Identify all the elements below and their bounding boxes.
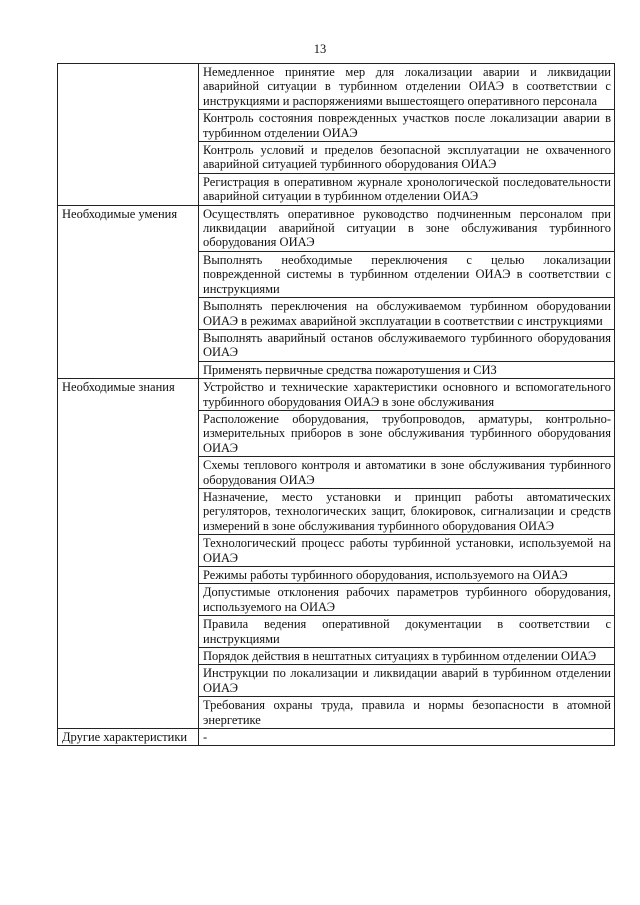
skills-label: Необходимые умения <box>58 205 199 251</box>
knowledge-item: Назначение, место установки и принцип работы автоматических регуляторов, технологических защит, блокировок, сигнализации и средств измерений в зоне обслуживания турбинного оборудования ОИАЭ <box>199 488 615 534</box>
skill-item: Осуществлять оперативное руководство подчиненным персоналом при ликвидации аварийной ситуации в зоне обслуживания турбинного оборудования ОИАЭ <box>199 205 615 251</box>
knowledge-item: Порядок действия в нештатных ситуациях в турбинном отделении ОИАЭ <box>199 648 615 665</box>
row-label-empty <box>58 488 199 534</box>
row-label-empty <box>58 665 199 697</box>
knowledge-item: Расположение оборудования, трубопроводов, арматуры, контрольно-измерительных приборов в зоне обслуживания турбинного оборудования ОИАЭ <box>199 410 615 456</box>
action-item: Немедленное принятие мер для локализации аварии и ликвидации аварийной ситуации в турбинном отделении ОИАЭ в соответствии с инструкциями и распоряжениями вышестоящего оперативного персонала <box>199 64 615 110</box>
table-row <box>58 648 615 665</box>
table-row <box>58 205 615 251</box>
other-label: Другие характеристики <box>58 729 199 746</box>
table-row <box>58 298 615 330</box>
table-row <box>58 535 615 567</box>
table-row <box>58 361 615 378</box>
table-row <box>58 142 615 174</box>
action-item: Контроль условий и пределов безопасной эксплуатации не охваченного аварийной ситуацией турбинного оборудования ОИАЭ <box>199 142 615 174</box>
knowledge-item: Правила ведения оперативной документации в соответствии с инструкциями <box>199 616 615 648</box>
row-label-empty <box>58 535 199 567</box>
row-label-empty <box>58 648 199 665</box>
action-item: Контроль состояния поврежденных участков после локализации аварии в турбинном отделении ОИАЭ <box>199 110 615 142</box>
knowledge-item: Режимы работы турбинного оборудования, используемого на ОИАЭ <box>199 567 615 584</box>
row-label-empty <box>58 142 199 174</box>
row-label-empty <box>58 567 199 584</box>
knowledge-item: Допустимые отклонения рабочих параметров турбинного оборудования, используемого на ОИАЭ <box>199 584 615 616</box>
table-row <box>58 110 615 142</box>
row-label-empty <box>58 457 199 489</box>
row-label-empty <box>58 64 199 110</box>
row-label-empty <box>58 329 199 361</box>
row-label-empty <box>58 584 199 616</box>
table-row <box>58 410 615 456</box>
skill-item: Выполнять необходимые переключения с целью локализации поврежденной системы в турбинном отделении ОИАЭ в соответствии с инструкциями <box>199 251 615 297</box>
skill-item: Выполнять переключения на обслуживаемом турбинном оборудовании ОИАЭ в режимах аварийной эксплуатации в соответствии с инструкциями <box>199 298 615 330</box>
row-label-empty <box>58 110 199 142</box>
knowledge-item: Устройство и технические характеристики основного и вспомогательного турбинного оборудования ОИАЭ в зоне обслуживания <box>199 379 615 411</box>
knowledge-item: Требования охраны труда, правила и нормы безопасности в атомной энергетике <box>199 697 615 729</box>
table-row <box>58 379 615 411</box>
row-label-empty <box>58 697 199 729</box>
competency-table <box>57 63 615 746</box>
row-label-empty <box>58 361 199 378</box>
row-label-empty <box>58 616 199 648</box>
table-row <box>58 729 615 746</box>
table-row <box>58 567 615 584</box>
table-row <box>58 488 615 534</box>
table-row <box>58 584 615 616</box>
table-row <box>58 616 615 648</box>
table-row <box>58 173 615 205</box>
knowledge-item: Технологический процесс работы турбинной установки, используемой на ОИАЭ <box>199 535 615 567</box>
table-row <box>58 665 615 697</box>
row-label-empty <box>58 251 199 297</box>
knowledge-item: Инструкции по локализации и ликвидации аварий в турбинном отделении ОИАЭ <box>199 665 615 697</box>
table-row <box>58 251 615 297</box>
page-number: 13 <box>313 42 327 56</box>
skill-item: Выполнять аварийный останов обслуживаемого турбинного оборудования ОИАЭ <box>199 329 615 361</box>
table-row <box>58 329 615 361</box>
skill-item: Применять первичные средства пожаротушения и СИЗ <box>199 361 615 378</box>
row-label-empty <box>58 173 199 205</box>
knowledge-item: Схемы теплового контроля и автоматики в зоне обслуживания турбинного оборудования ОИАЭ <box>199 457 615 489</box>
row-label-empty <box>58 410 199 456</box>
row-label-empty <box>58 298 199 330</box>
table-row <box>58 64 615 110</box>
knowledge-label: Необходимые знания <box>58 379 199 411</box>
table-row <box>58 697 615 729</box>
table-row <box>58 457 615 489</box>
other-value: - <box>199 729 615 746</box>
action-item: Регистрация в оперативном журнале хронологической последовательности аварийной ситуации в турбинном отделении ОИАЭ <box>199 173 615 205</box>
